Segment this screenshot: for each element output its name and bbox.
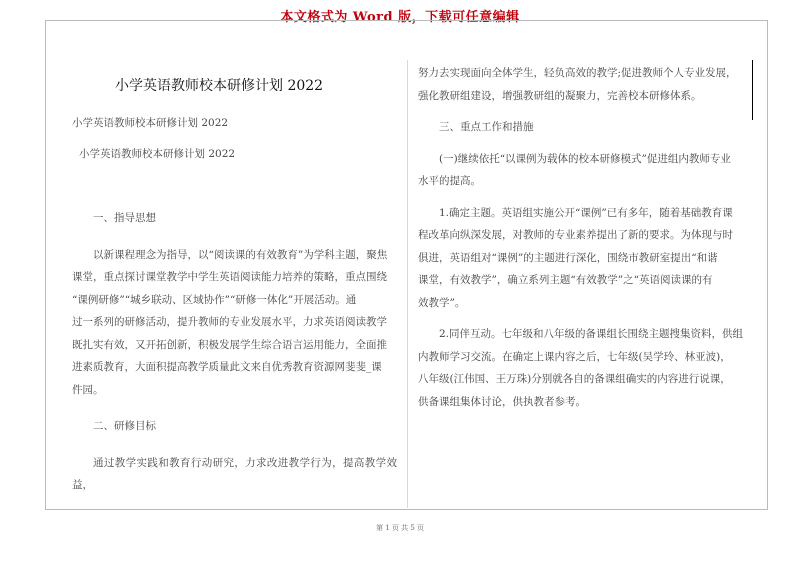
text-line: 既扎实有效，又开拓创新，积极发展学生综合语言运用能力，全面推: [72, 338, 387, 351]
text-line: 过一系列的研修活动，提升教师的专业发展水平，力求英语阅读教学: [72, 316, 387, 328]
text-line: 1.确定主题。英语组实施公开“课例”已有多年，随着基础教育课: [439, 206, 733, 219]
page-number-footer: 第 1 页 共 5 页: [375, 524, 425, 532]
text-line: 水平的提高。: [418, 175, 481, 187]
right-column-body: [418, 62, 755, 413]
download-banner: 本文格式为 Word 版，下载可任意编辑: [280, 10, 520, 25]
text-line: 课堂，有效教学”，确立系列主题“有效教学”之“英语阅读课的有: [418, 274, 713, 286]
text-line: 以新课程理念为指导，以“阅读课的有效教育”为学科主题，聚焦: [93, 248, 388, 261]
section-heading-measures: 三、重点工作和措施: [439, 121, 534, 133]
left-column-body: [72, 207, 397, 497]
text-line: 供备课组集体讨论，供执教者参考。: [418, 395, 586, 408]
text-line: 八年级(江伟国、王万珠)分别就各自的备课组确实的内容进行说课，: [418, 373, 731, 385]
text-line: 效教学”。: [418, 296, 466, 309]
subtitle-line-1: 小学英语教师校本研修计划 2022: [72, 117, 229, 129]
section-heading-goals: 二、研修目标: [93, 420, 156, 432]
document-title: 小学英语教师校本研修计划 2022: [115, 78, 324, 94]
text-line: “课例研修”“城乡联动、区域协作”“研修一体化”开展活动。通: [72, 293, 357, 306]
text-line: (一)继续依托“以课例为载体的校本研修模式”促进组内教师专业: [439, 152, 731, 165]
text-line: 努力去实现面向全体学生，轻负高效的教学;促进教师个人专业发展，: [418, 67, 737, 79]
paragraph-guiding: [72, 244, 397, 402]
text-line: 进素质教育，大面积提高教学质量此文来自优秀教育资源网斐斐_课: [72, 361, 382, 373]
text-line: 俱进，英语组对“课例”的主题进行深化，围绕市教研室提出“和谐: [418, 251, 718, 264]
text-line: 课堂，重点探讨课堂教学中学生英语阅读能力培养的策略，重点围绕: [72, 271, 387, 283]
column-divider: [407, 60, 408, 508]
text-line: 内教师学习交流。在确定上课内容之后，七年级(吴学玲、林亚波)，: [418, 350, 731, 363]
text-line: 件园。: [72, 383, 104, 396]
text-line: 2.同伴互动。七年级和八年级的备课组长围绕主题搜集资料，供组: [439, 328, 744, 340]
subtitle-line-2: 小学英语教师校本研修计划 2022: [79, 148, 236, 160]
text-line: 通过教学实践和教育行动研究，力求改进教学行为，提高教学效益，: [72, 456, 397, 491]
text-line: 强化教研组建设，增强教研组的凝聚力，完善校本研修体系。: [418, 89, 702, 102]
section-heading-guiding: 一、指导思想: [93, 212, 156, 224]
text-line: 程改革向纵深发展，对教师的专业素养提出了新的要求。为体现与时: [418, 229, 733, 241]
